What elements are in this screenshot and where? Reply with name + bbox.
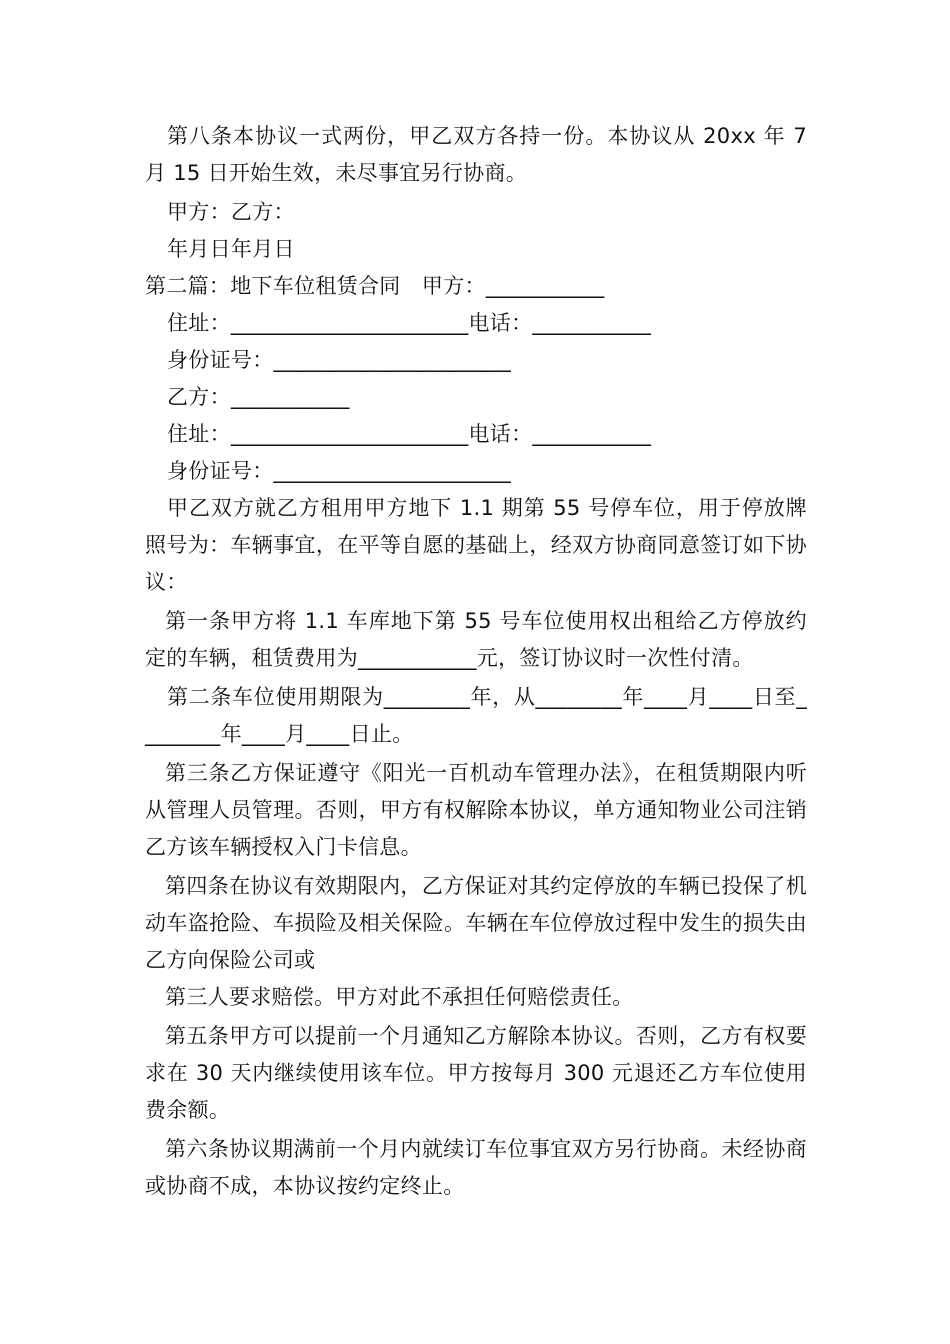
signature-parties-line: 甲方：乙方： (167, 200, 295, 224)
document-body (145, 118, 807, 1205)
preamble-paragraph: 甲乙双方就乙方租用甲方地下 1.1 期第 55 号停车位，用于停放牌照号为：车辆事宜，在平等自愿的基础上，经双方协商同意签订如下协议： (145, 496, 807, 594)
party-b-line: 乙方：___________ (167, 385, 350, 409)
article-8-paragraph: 第八条本协议一式两份，甲乙双方各持一份。本协议从 20xx 年 7 月 15 日开始生效，未尽事宜另行协商。 (145, 124, 807, 185)
article-4-paragraph: 第四条在协议有效期限内，乙方保证对其约定停放的车辆已投保了机动车盗抢险、车损险及相关保险。车辆在车位停放过程中发生的损失由乙方向保险公司或 (145, 874, 807, 972)
article-6-paragraph: 第六条协议期满前一个月内就续订车位事宜双方另行协商。未经协商或协商不成，本协议按约定终止。 (145, 1137, 807, 1198)
article-2-paragraph: 第二条车位使用期限为________年，从________年____月____日至________年____月____日止。 (145, 685, 807, 746)
article-3-paragraph: 第三条乙方保证遵守《阳光一百机动车管理办法》，在租赁期限内听从管理人员管理。否则，甲方有权解除本协议，单方通知物业公司注销乙方该车辆授权入门卡信息。 (145, 761, 807, 859)
party-b-id-line: 身份证号：______________________ (167, 459, 512, 483)
signature-dates-line: 年月日年月日 (167, 237, 295, 261)
party-b-address-line: 住址：______________________电话：___________ (167, 422, 652, 446)
party-a-id-line: 身份证号：______________________ (167, 348, 512, 372)
article-4-continuation: 第三人要求赔偿。甲方对此不承担任何赔偿责任。 (165, 985, 634, 1009)
article-1-paragraph: 第一条甲方将 1.1 车库地下第 55 号车位使用权出租给乙方停放约定的车辆，租赁费用为___________元，签订协议时一次性付清。 (145, 609, 807, 670)
party-a-address-line: 住址：______________________电话：___________ (167, 311, 652, 335)
article-5-paragraph: 第五条甲方可以提前一个月通知乙方解除本协议。否则，乙方有权要求在 30 天内继续使用该车位。甲方按每月 300 元退还乙方车位使用费余额。 (145, 1024, 807, 1122)
section-2-heading: 第二篇：地下车位租赁合同 甲方：___________ (145, 274, 605, 298)
